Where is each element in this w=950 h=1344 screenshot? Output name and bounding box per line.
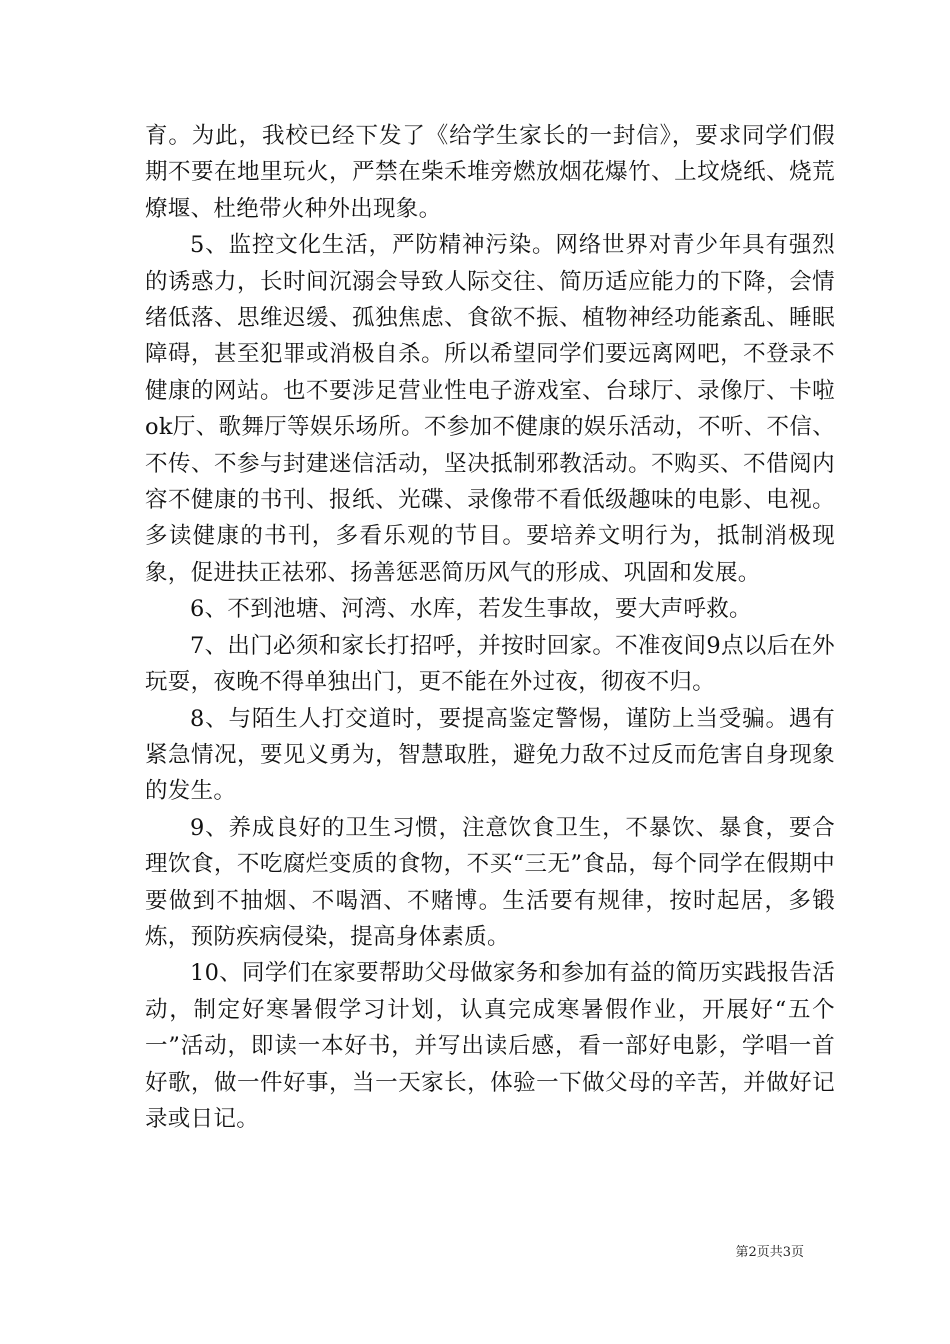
paragraph-item-7: 7、出门必须和家长打招呼，并按时回家。不准夜间9点以后在外玩耍，夜晚不得单独出门，更不能在外过夜，彻夜不归。 [145,632,835,696]
paragraph-continuation: 育。为此，我校已经下发了《给学生家长的一封信》，要求同学们假期不要在地里玩火，严禁在柴禾堆旁燃放烟花爆竹、上坟烧纸、烧荒燎堰、杜绝带火种外出现象。 [145,123,835,222]
paragraph-item-5: 5、监控文化生活，严防精神污染。网络世界对青少年具有强烈的诱惑力，长时间沉溺会导致人际交往、简历适应能力的下降，会情绪低落、思维迟缓、孤独焦虑、食欲不振、植物神经功能紊乱、睡眠障碍，甚至犯罪或消极自杀。所以希望同学们要远离网吧，不登录不健康的网站。也不要涉足营业性电子游戏室、台球厅、录像厅、卡啦ok厅、歌舞厅等娱乐场所。不参加不健康的娱乐活动，不听、不信、不传、不参与封建迷信活动，坚决抵制邪教活动。不购买、不借阅内容不健康的书刊、报纸、光碟、录像带不看低级趣味的电影、电视。多读健康的书刊，多看乐观的节目。要培养文明行为，抵制消极现象，促进扶正祛邪、扬善惩恶简历风气的形成、巩固和发展。 [145,232,835,586]
paragraph-item-10: 10、同学们在家要帮助父母做家务和参加有益的简历实践报告活动，制定好寒暑假学习计划，认真完成寒暑假作业，开展好“五个一”活动，即读一本好书，并写出读后感，看一部好电影，学唱一首好歌，做一件好事，当一天家长，体验一下做父母的辛苦，并做好记录或日记。 [145,960,835,1132]
page-number-footer: 第2页共3页 [735,1245,804,1260]
paragraph-item-8: 8、与陌生人打交道时，要提高鉴定警惕，谨防上当受骗。遇有紧急情况，要见义勇为，智慧取胜，避免力敌不过反而危害自身现象的发生。 [145,705,835,805]
document-body [145,118,835,1137]
paragraph-item-9: 9、养成良好的卫生习惯，注意饮食卫生，不暴饮、暴食，要合理饮食，不吃腐烂变质的食物，不买“三无”食品，每个同学在假期中要做到不抽烟、不喝酒、不赌博。生活要有规律，按时起居，多锻炼，预防疾病侵染，提高身体素质。 [145,814,835,950]
paragraph-item-6: 6、不到池塘、河湾、水库，若发生事故，要大声呼救。 [190,596,752,623]
